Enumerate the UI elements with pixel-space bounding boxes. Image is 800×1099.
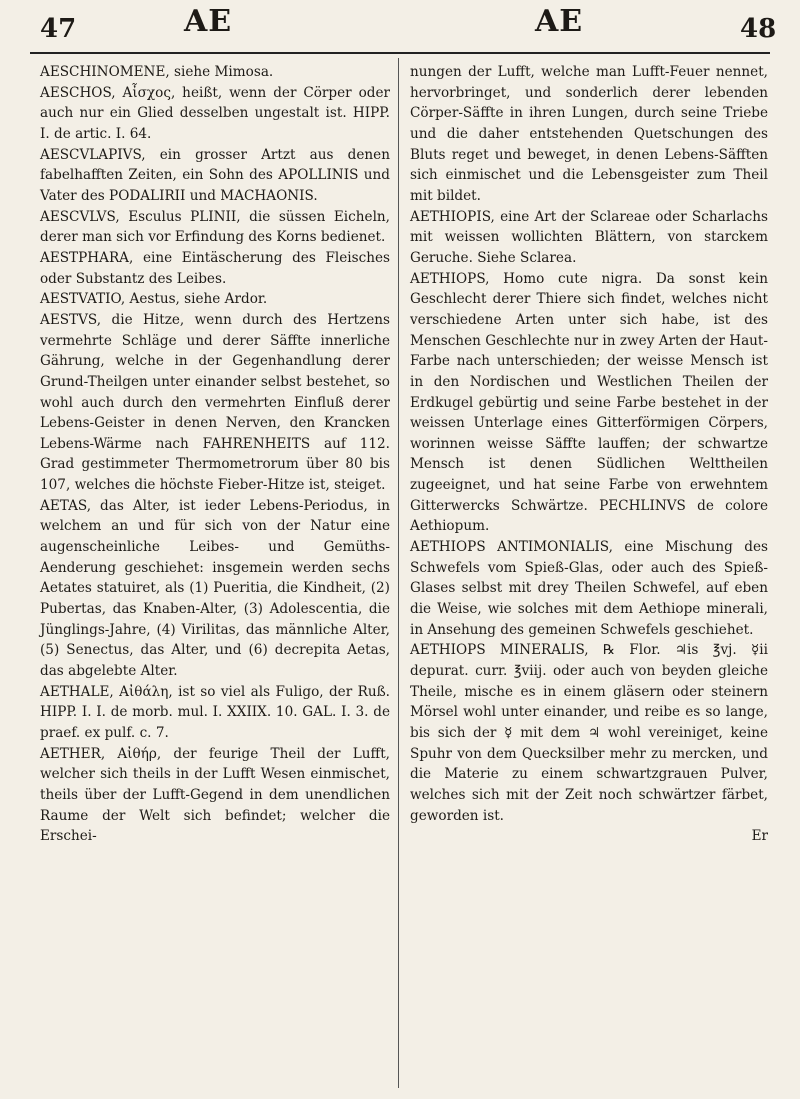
- running-head-right: AE: [535, 4, 584, 39]
- page-number-right: 48: [740, 14, 777, 44]
- entry-aeschinomene: AESCHINOMENE, siehe Mimosa.: [40, 64, 274, 80]
- page-header: [0, 0, 800, 60]
- header-rule: [30, 52, 770, 54]
- entry-aeschos: AESCHOS, Αἶσχος, heißt, wenn der Cörper oder auch nur ein Glied desselben ungestalt ist. HIPP. I. de artic. I. 64.: [40, 84, 390, 142]
- entry-aestphara: AESTPHARA, eine Eintäscherung des Fleisches oder Substantz des Leibes.: [40, 249, 390, 287]
- column-divider: [398, 58, 399, 1088]
- entry-aether-continued: nungen der Lufft, welche man Lufft-Feuer nennet, hervorbringet, und sonderlich derer lebenden Cörper-Säffte in ihren Lungen, durch seine Triebe und die daher entstehenden Quetschungen des Bluts reget und beweget, in denen Lebens-Säfften sich einmischet und die Lebensgeister zum Theil mit bildet.: [410, 64, 768, 204]
- page-number-left: 47: [40, 14, 77, 44]
- left-column: [40, 62, 390, 847]
- entry-aethiops-mineralis: AETHIOPS MINERALIS, ℞ Flor. ♃is ℥vj. ☿ii depurat. curr. ℥viij. oder auch von beyden gleiche Theile, mische es in einem gläsern oder steinern Mörsel wohl unter einander, und reibe es so lange, bis sich der ☿ mit dem ♃ wohl vereiniget, keine Spuhr von dem Quecksilber mehr zu mercken, und die Materie zu einem schwartzgrauen Pulver, welches sich mit der Zeit noch schwärtzer färbet, geworden ist.: [410, 642, 768, 824]
- catchword: Er: [751, 828, 768, 845]
- entry-aesculus: AESCVLVS, Esculus PLINII, die süssen Eicheln, derer man sich vor Erfindung des Korns bedienet.: [40, 208, 390, 246]
- entry-aethiops-antimonialis: AETHIOPS ANTIMONIALIS, eine Mischung des Schwefels vom Spieß-Glas, oder auch des Spieß-Glases selbst mit drey Theilen Schwefel, auf eben die Weise, wie solches mit dem Aethiope minerali, in Ansehung des gemeinen Schwefels geschiehet.: [410, 539, 768, 638]
- entry-aethale: AETHALE, Αἰθάλη, ist so viel als Fuligo, der Ruß. HIPP. I. I. de morb. mul. I. XXIIX. 10. GAL. I. 3. de praef. ex pulf. c. 7.: [40, 683, 390, 741]
- entry-aestuatio: AESTVATIO, Aestus, siehe Ardor.: [40, 291, 268, 308]
- entry-aether: AETHER, Αἰθήρ, der feurige Theil der Lufft, welcher sich theils in der Lufft Wesen einmischet, theils über der Lufft-Gegend in dem unendlichen Raume der Welt sich befindet; welcher die Erschei-: [40, 745, 390, 845]
- entry-aethiopis: AETHIOPIS, eine Art der Sclareae oder Scharlachs mit weissen wollichten Blättern, von starckem Geruche. Siehe Sclarea.: [410, 208, 768, 266]
- entry-aethiops: AETHIOPS, Homo cute nigra. Da sonst kein Geschlecht derer Thiere sich findet, welches nicht verschiedene Arten unter sich habe, ist des Menschen Geschlechte nur in zwey Arten der Haut-Farbe nach unterschieden; der weisse Mensch ist in den Nordischen und Westlichen Theilen der Erdkugel gebürtig und seine Farbe bestehet in der weissen Unterlage eines Gitterförmigen Cörpers, worinnen weisse Säffte lauffen; der schwartze Mensch ist denen Südlichen Welttheilen zugeeignet, und hat seine Farbe von erwehntem Gitterwercks Schwärtze. PECHLINVS de colore Aethiopum.: [410, 270, 768, 535]
- entry-aetas: AETAS, das Alter, ist ieder Lebens-Periodus, in welchem an und für sich von der Natur eine augenscheinliche Leibes- und Gemüths-Aenderung geschiehet: insgemein werden sechs Aetates statuiret, als (1) Pueritia, die Kindheit, (2) Pubertas, das Knaben-Alter, (3) Adolescentia, die Jünglings-Jahre, (4) Virilitas, das männliche Alter, (5) Senectus, das Alter, und (6) decrepita Aetas, das abgelebte Alter.: [40, 497, 390, 680]
- entry-aesculapius: AESCVLAPIVS, ein grosser Artzt aus denen fabelhafften Zeiten, ein Sohn des APOLLINIS und Vater des PODALIRII und MACHAONIS.: [40, 146, 390, 204]
- right-column: [410, 62, 768, 847]
- entry-aestus: AESTVS, die Hitze, wenn durch des Hertzens vermehrte Schläge und derer Säffte innerliche Gährung, welche in der Gegenhandlung derer Grund-Theilgen unter einander selbst bestehet, so wohl auch durch den vermehrten Einfluß derer Lebens-Geister in denen Nerven, den Krancken Lebens-Wärme nach FAHRENHEITS auf 112. Grad gestimmeter Thermometrorum über 80 bis 107, welches die höchste Fieber-Hitze ist, steiget.: [40, 311, 390, 494]
- running-head-left: AE: [184, 4, 233, 39]
